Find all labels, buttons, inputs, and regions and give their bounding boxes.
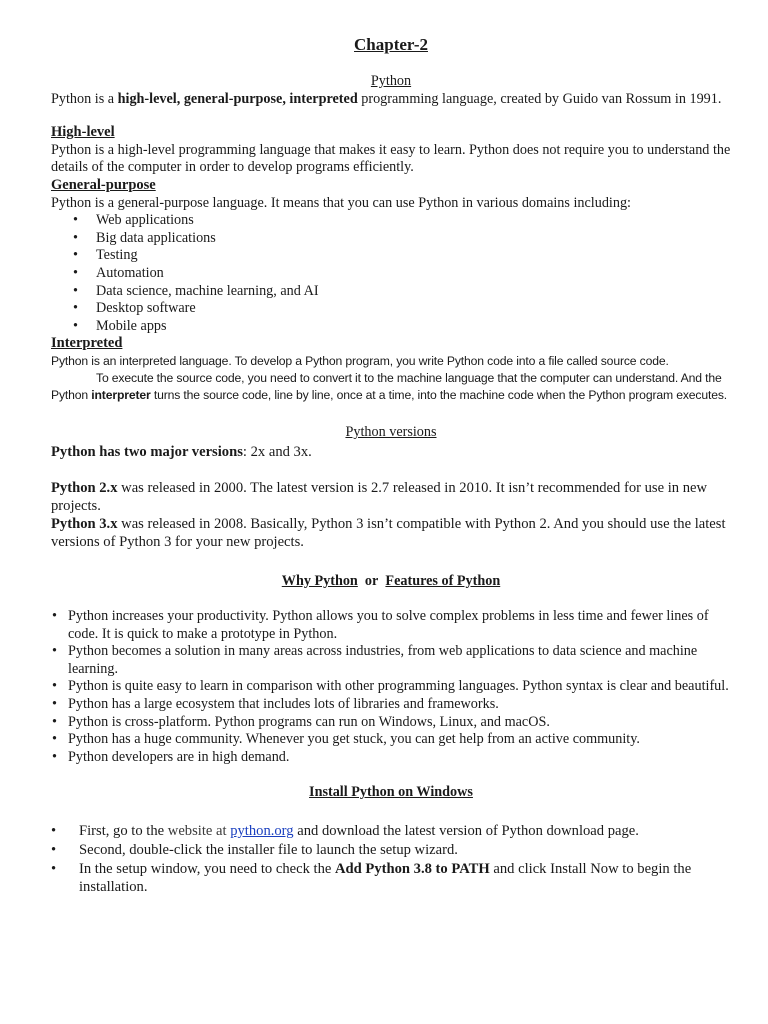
interpreted-heading: Interpreted (51, 335, 123, 352)
general-purpose-text: Python is a general-purpose language. It means that you can use Python in various domains including: (51, 194, 631, 211)
list-item: • Automation (51, 265, 731, 283)
python-org-link[interactable]: python.org (230, 823, 294, 840)
list-item: • Python is quite easy to learn in comparison with other programming languages. Python syntax is clear and beautiful. (51, 678, 731, 696)
intro-bold: high-level, general-purpose, interpreted (117, 90, 358, 107)
general-purpose-heading: General-purpose (51, 176, 156, 193)
list-item: • Data science, machine learning, and AI (51, 283, 731, 301)
intro-paragraph: Python is a high-level, general-purpose, interpreted programming language, created by Guido van Rossum in 1991. (51, 90, 722, 107)
features-list (51, 608, 731, 766)
versions-intro: Python has two major versions: 2x and 3x. (51, 443, 312, 460)
install-steps-list (51, 822, 731, 896)
list-item: • Web applications (51, 212, 731, 230)
domains-list (51, 212, 731, 335)
list-item: • Python has a huge community. Whenever you get stuck, you can get help from an active community. (51, 731, 731, 749)
install-step: • Second, double-click the installer file to launch the setup wizard. (51, 841, 731, 859)
interpreted-text: Python is an interpreted language. To develop a Python program, you write Python code into a file called source code. To execute the source code, you need to convert it to the machine language that the computer can understand. And the Python interpreter turns the source code, line by line, once at a time, into the machine code when the Python program executes. (51, 353, 728, 402)
python-heading: Python (370, 73, 412, 89)
list-item: • Python developers are in high demand. (51, 749, 731, 767)
list-item: • Mobile apps (51, 318, 731, 336)
python3-paragraph: Python 3.x was released in 2008. Basically, Python 3 isn’t compatible with Python 2. And you should use the latest versions of Python 3 for your new projects. (51, 515, 726, 550)
install-step: • In the setup window, you need to check the Add Python 3.8 to PATH and click Install Now to begin the installation. (51, 860, 731, 896)
list-item: • Desktop software (51, 300, 731, 318)
python2-paragraph: Python 2.x was released in 2000. The latest version is 2.7 released in 2010. It isn’t recommended for use in new projects. (51, 479, 708, 514)
high-level-heading: High-level (51, 124, 115, 141)
list-item: • Python becomes a solution in many areas across industries, from web applications to data science and machine learning. (51, 643, 731, 678)
list-item: • Big data applications (51, 230, 731, 248)
chapter-title: Chapter-2 (354, 35, 428, 54)
high-level-text: Python is a high-level programming language that makes it easy to learn. Python does not require you to understand the details of the computer in order to develop programs efficiently. (51, 141, 731, 176)
list-item: • Python is cross-platform. Python programs can run on Windows, Linux, and macOS. (51, 714, 731, 732)
install-step: • First, go to the website at python.org and download the latest version of Python download page. (51, 822, 731, 840)
install-heading: Install Python on Windows (309, 784, 473, 801)
list-item: • Testing (51, 247, 731, 265)
document-page (51, 36, 731, 897)
why-python-heading: Why Python or Features of Python (281, 572, 501, 589)
list-item: • Python increases your productivity. Python allows you to solve complex problems in less time and fewer lines of code. It is quick to make a prototype in Python. (51, 608, 731, 643)
list-item: • Python has a large ecosystem that includes lots of libraries and frameworks. (51, 696, 731, 714)
versions-heading: Python versions (345, 423, 437, 440)
